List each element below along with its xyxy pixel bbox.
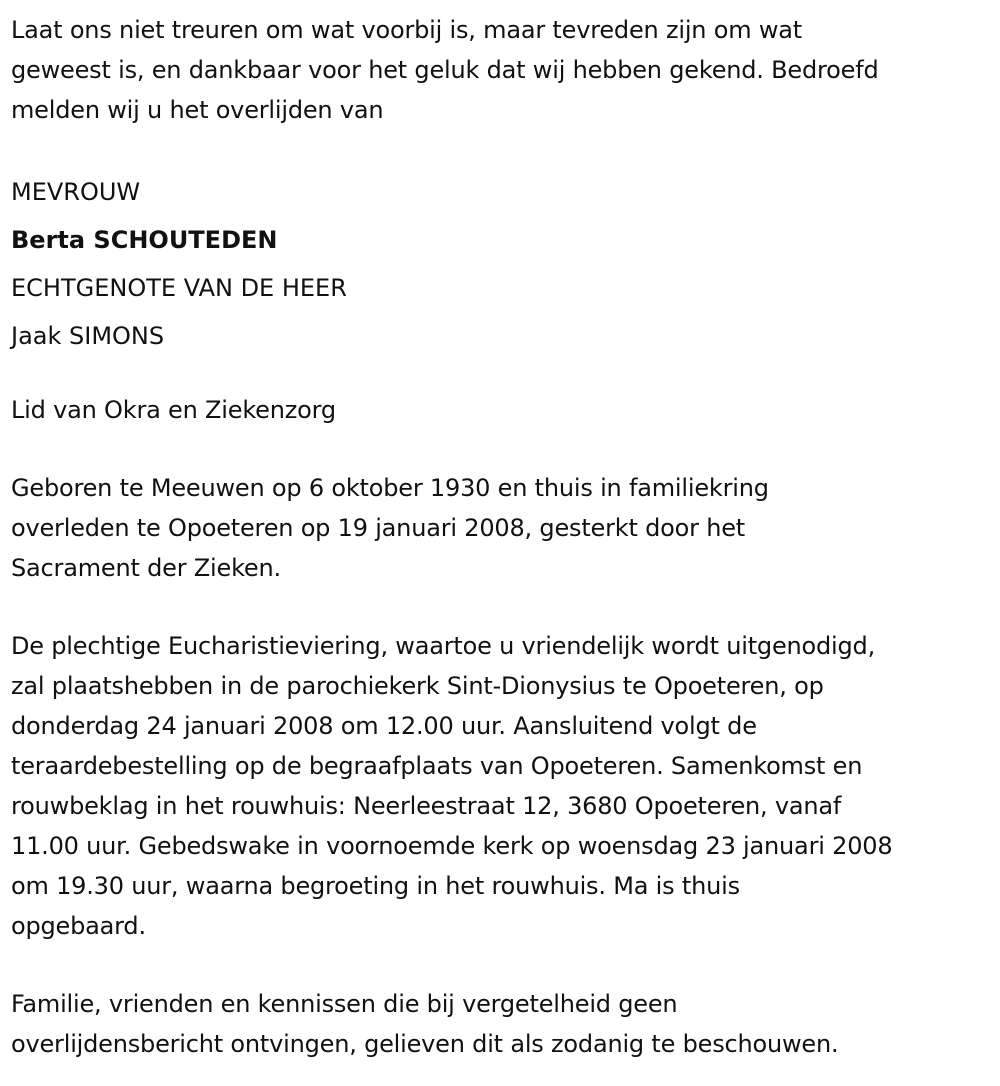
intro-line: Laat ons niet treuren om wat voorbij is, maar tevreden zijn om wat <box>11 16 802 44</box>
spacer <box>11 946 995 984</box>
ceremony-line: teraardebestelling op de begraafplaats van Opoeteren. Samenkomst en <box>11 752 863 780</box>
ceremony-line: zal plaatshebben in de parochiekerk Sint-Dionysius te Opoeteren, op <box>11 672 824 700</box>
deceased-name: Berta SCHOUTEDEN <box>11 226 278 254</box>
deceased-title: MEVROUW <box>11 178 141 206</box>
ceremony-line: 11.00 uur. Gebedswake in voornoemde kerk op woensdag 23 januari 2008 <box>11 832 893 860</box>
spacer <box>11 130 995 168</box>
spouse-name: Jaak SIMONS <box>11 322 165 350</box>
ceremony-line: opgebaard. <box>11 912 146 940</box>
spacer <box>11 360 995 390</box>
obituary-text <box>11 10 995 1064</box>
ceremony-line: donderdag 24 januari 2008 om 12.00 uur. Aansluitend volgt de <box>11 712 757 740</box>
membership-line: Lid van Okra en Ziekenzorg <box>11 396 336 424</box>
intro-paragraph <box>11 10 995 130</box>
spacer <box>11 588 995 626</box>
intro-line: melden wij u het overlijden van <box>11 96 384 124</box>
birth-death-line: Geboren te Meeuwen op 6 oktober 1930 en thuis in familiekring <box>11 474 769 502</box>
closing-line: Familie, vrienden en kennissen die bij vergetelheid geen <box>11 990 678 1018</box>
deceased-relation: ECHTGENOTE VAN DE HEER <box>11 274 347 302</box>
ceremony-line: rouwbeklag in het rouwhuis: Neerleestraat 12, 3680 Opoeteren, vanaf <box>11 792 842 820</box>
deceased-block <box>11 168 995 360</box>
birth-death-line: overleden te Opoeteren op 19 januari 2008, gesterkt door het <box>11 514 745 542</box>
intro-line: geweest is, en dankbaar voor het geluk dat wij hebben gekend. Bedroefd <box>11 56 879 84</box>
spacer <box>11 430 995 468</box>
ceremony-line: De plechtige Eucharistieviering, waartoe u vriendelijk wordt uitgenodigd, <box>11 632 876 660</box>
ceremony-paragraph <box>11 626 995 946</box>
birth-death-line: Sacrament der Zieken. <box>11 554 281 582</box>
closing-paragraph <box>11 984 995 1064</box>
closing-line: overlijdensbericht ontvingen, gelieven dit als zodanig te beschouwen. <box>11 1030 839 1058</box>
ceremony-line: om 19.30 uur, waarna begroeting in het rouwhuis. Ma is thuis <box>11 872 740 900</box>
birth-death-paragraph <box>11 468 995 588</box>
